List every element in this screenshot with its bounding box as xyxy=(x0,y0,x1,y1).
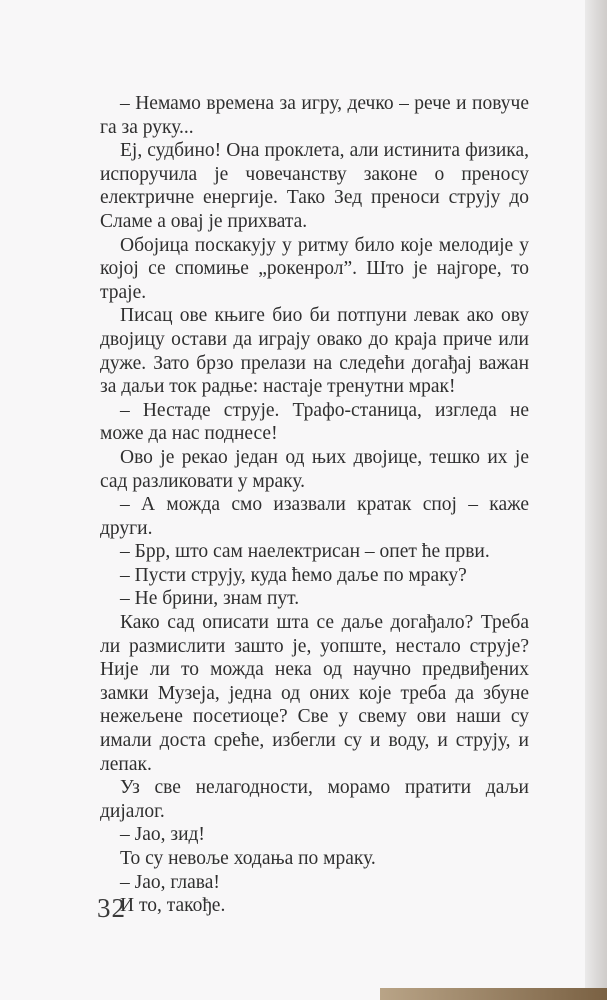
paragraph: – Нестаде струје. Трафо-станица, изгледа не може да нас поднесе! xyxy=(100,399,529,445)
paragraph: – Немамо времена за игру, дечко – рече и повуче га за руку... xyxy=(100,93,529,138)
paragraph: Како сад описати шта се даље догађало? Треба ли размислити зашто је, уопште, нестало струје? Није ли то можда нека од научно предвиђених замки Музеја, једна од оних које треба да збуне нежељене посетиоце? Све у свему ови наши су имали доста среће, избегли су и воду, и струју, и лепак. xyxy=(100,612,529,775)
paragraph: Уз све нелагодности, морамо пратити даљи дијалог. xyxy=(100,777,529,822)
paragraph: Писац ове књиге био би потпуни левак ако ову двојицу остави да играју овако до краја приче или дуже. Зато брзо прелази на следећи догађај важан за даљи ток радње: настаје тренутни мрак! xyxy=(100,305,529,398)
body-text xyxy=(100,92,529,918)
paragraph: – Јао, глава! xyxy=(120,871,220,893)
paragraph: То су невоље ходања по мраку. xyxy=(120,848,376,869)
page-number: 32 xyxy=(97,893,126,923)
paragraph: – Пусти струју, куда ћемо даље по мраку? xyxy=(120,564,467,586)
paragraph: – Јао, зид! xyxy=(120,824,205,846)
paragraph: – Брр, што сам наелектрисан – опет ће први. xyxy=(120,541,490,563)
paragraph: Обојица поскакују у ритму било које мелодије у којој се спомиње „рокенрол”. Што је најгоре, то траје. xyxy=(100,234,529,303)
paragraph: Еј, судбино! Она проклета, али истинита физика, испоручила је човечанству законе о преносу електричне енергије. Тако Зед преноси струју до Сламе а овај је прихвата. xyxy=(100,140,529,232)
page-edge-shadow xyxy=(585,0,607,1000)
paragraph: – Не брини, знам пут. xyxy=(120,588,300,610)
paragraph: Ово је рекао један од њих двојице, тешко их је сад разликовати у мраку. xyxy=(100,446,529,492)
paragraph: И то, такође. xyxy=(120,895,226,917)
book-cover-edge xyxy=(380,988,607,1000)
paragraph: – А можда смо изазвали кратак спој – каже други. xyxy=(100,494,529,539)
